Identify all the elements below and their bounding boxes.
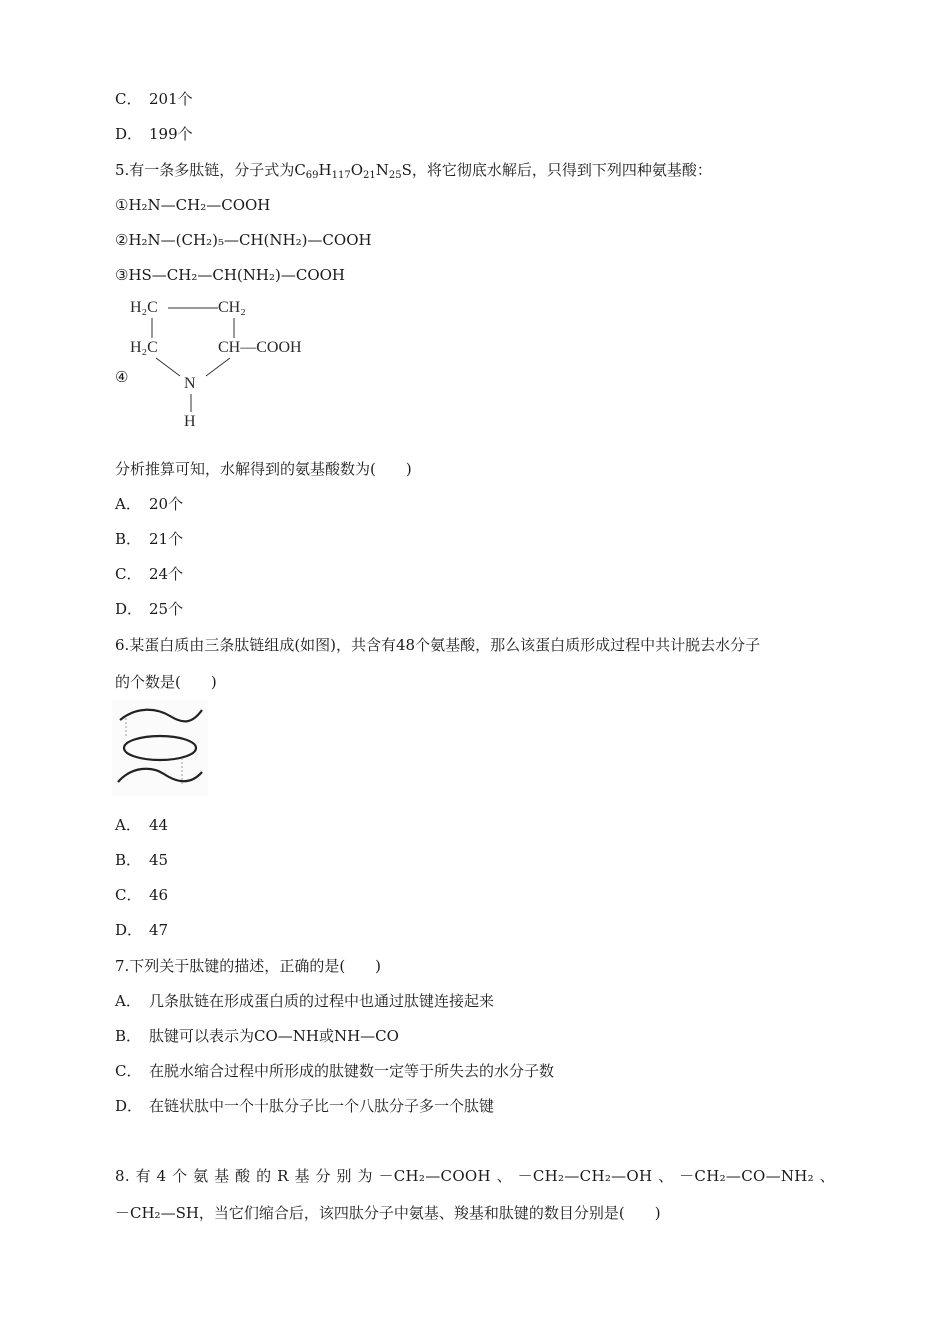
q5-option-d — [115, 599, 183, 619]
q6-option-b — [115, 850, 168, 870]
option-letter: B． — [115, 530, 142, 548]
formula-c-count: 69 — [305, 170, 319, 181]
formula-o: O — [350, 161, 364, 179]
option-text: 在链状肽中一个十肽分子比一个八肽分子多一个肽键 — [149, 1097, 495, 1115]
amino-acid-2: ②H₂N—(CH₂)₅—CH(NH₂)—COOH — [115, 231, 372, 249]
q5-stem — [115, 160, 712, 180]
option-letter: D． — [115, 1097, 143, 1115]
option-text: 几条肽链在形成蛋白质的过程中也通过肽键连接起来 — [149, 992, 495, 1010]
q5-stem-pre: 5.有一条多肽链，分子式为C — [115, 161, 306, 179]
option-text: 20个 — [149, 495, 184, 513]
q6-stem-line2: 的个数是( ) — [115, 673, 217, 691]
ring-h2c-top: H₂C — [130, 299, 158, 316]
three-peptide-chains — [112, 700, 208, 796]
ring-ch2-top: CH₂ — [218, 299, 246, 316]
ring-h: H — [184, 413, 196, 430]
option-text: 47 — [149, 921, 169, 939]
q5-question: 分析推算可知，水解得到的氨基酸数为( ) — [115, 460, 412, 478]
q4-option-d — [115, 124, 193, 144]
formula-h-count: 117 — [331, 170, 351, 181]
q6-option-c — [115, 885, 168, 905]
q7-option-d — [115, 1096, 494, 1116]
q5-option-b — [115, 529, 183, 549]
ring-h2c-left: H₂C — [130, 339, 158, 356]
option-text: 肽键可以表示为CO—NH或NH—CO — [149, 1027, 399, 1045]
protein-chains-diagram — [112, 700, 208, 796]
formula-h: H — [318, 161, 332, 179]
option-letter: A． — [115, 992, 141, 1010]
formula-n-count: 25 — [388, 170, 402, 181]
q7-option-b — [115, 1026, 399, 1046]
q7-option-c — [115, 1061, 554, 1081]
option-text: 25个 — [149, 600, 184, 618]
option-text: 45 — [149, 851, 169, 869]
option-text: 24个 — [149, 565, 184, 583]
q7-option-a — [115, 991, 494, 1011]
q8-stem-line2: －CH₂—SH，当它们缩合后，该四肽分子中氨基、羧基和肽键的数目分别是( ) — [115, 1204, 661, 1222]
option-text: 21个 — [149, 530, 184, 548]
formula-o-count: 21 — [363, 170, 376, 181]
option-letter: A． — [115, 816, 141, 834]
option-letter: C． — [115, 886, 142, 904]
option-text: 在脱水缩合过程中所形成的肽键数一定等于所失去的水分子数 — [149, 1062, 555, 1080]
option-letter: C． — [115, 1062, 142, 1080]
q4-option-c — [115, 89, 193, 109]
option-letter: C． — [115, 90, 142, 108]
q6-option-d — [115, 920, 168, 940]
option-letter: C． — [115, 565, 142, 583]
option-text: 201个 — [149, 90, 193, 108]
q6-stem-line1: 6.某蛋白质由三条肽链组成(如图)，共含有48个氨基酸，那么该蛋白质形成过程中共计脱去水分子 — [115, 636, 761, 654]
q6-option-a — [115, 815, 168, 835]
amino-acid-4-label: ④ — [115, 368, 129, 386]
option-text: 44 — [149, 816, 169, 834]
option-text: 199个 — [149, 125, 193, 143]
option-letter: B． — [115, 1027, 142, 1045]
q7-stem: 7.下列关于肽键的描述，正确的是( ) — [115, 957, 382, 975]
option-letter: D． — [115, 921, 143, 939]
ring-n: N — [184, 375, 196, 392]
option-letter: A． — [115, 495, 141, 513]
q5-option-a — [115, 494, 183, 514]
option-letter: D． — [115, 125, 143, 143]
option-letter: D． — [115, 600, 143, 618]
proline-structure — [128, 296, 338, 434]
amino-acid-3: ③HS—CH₂—CH(NH₂)—COOH — [115, 266, 346, 284]
ring-ch-cooh: CH—COOH — [218, 339, 302, 356]
amino-acid-1: ①H₂N—CH₂—COOH — [115, 196, 271, 214]
q8-stem-line1: 8.有4个氨基酸的R基分别为－CH₂—COOH、－CH₂—CH₂—OH、－CH₂—CO—NH₂、 — [115, 1167, 835, 1185]
q5-option-c — [115, 564, 183, 584]
q5-stem-post: S，将它彻底水解后，只得到下列四种氨基酸： — [401, 161, 712, 179]
option-letter: B． — [115, 851, 142, 869]
formula-n: N — [375, 161, 389, 179]
option-text: 46 — [149, 886, 169, 904]
